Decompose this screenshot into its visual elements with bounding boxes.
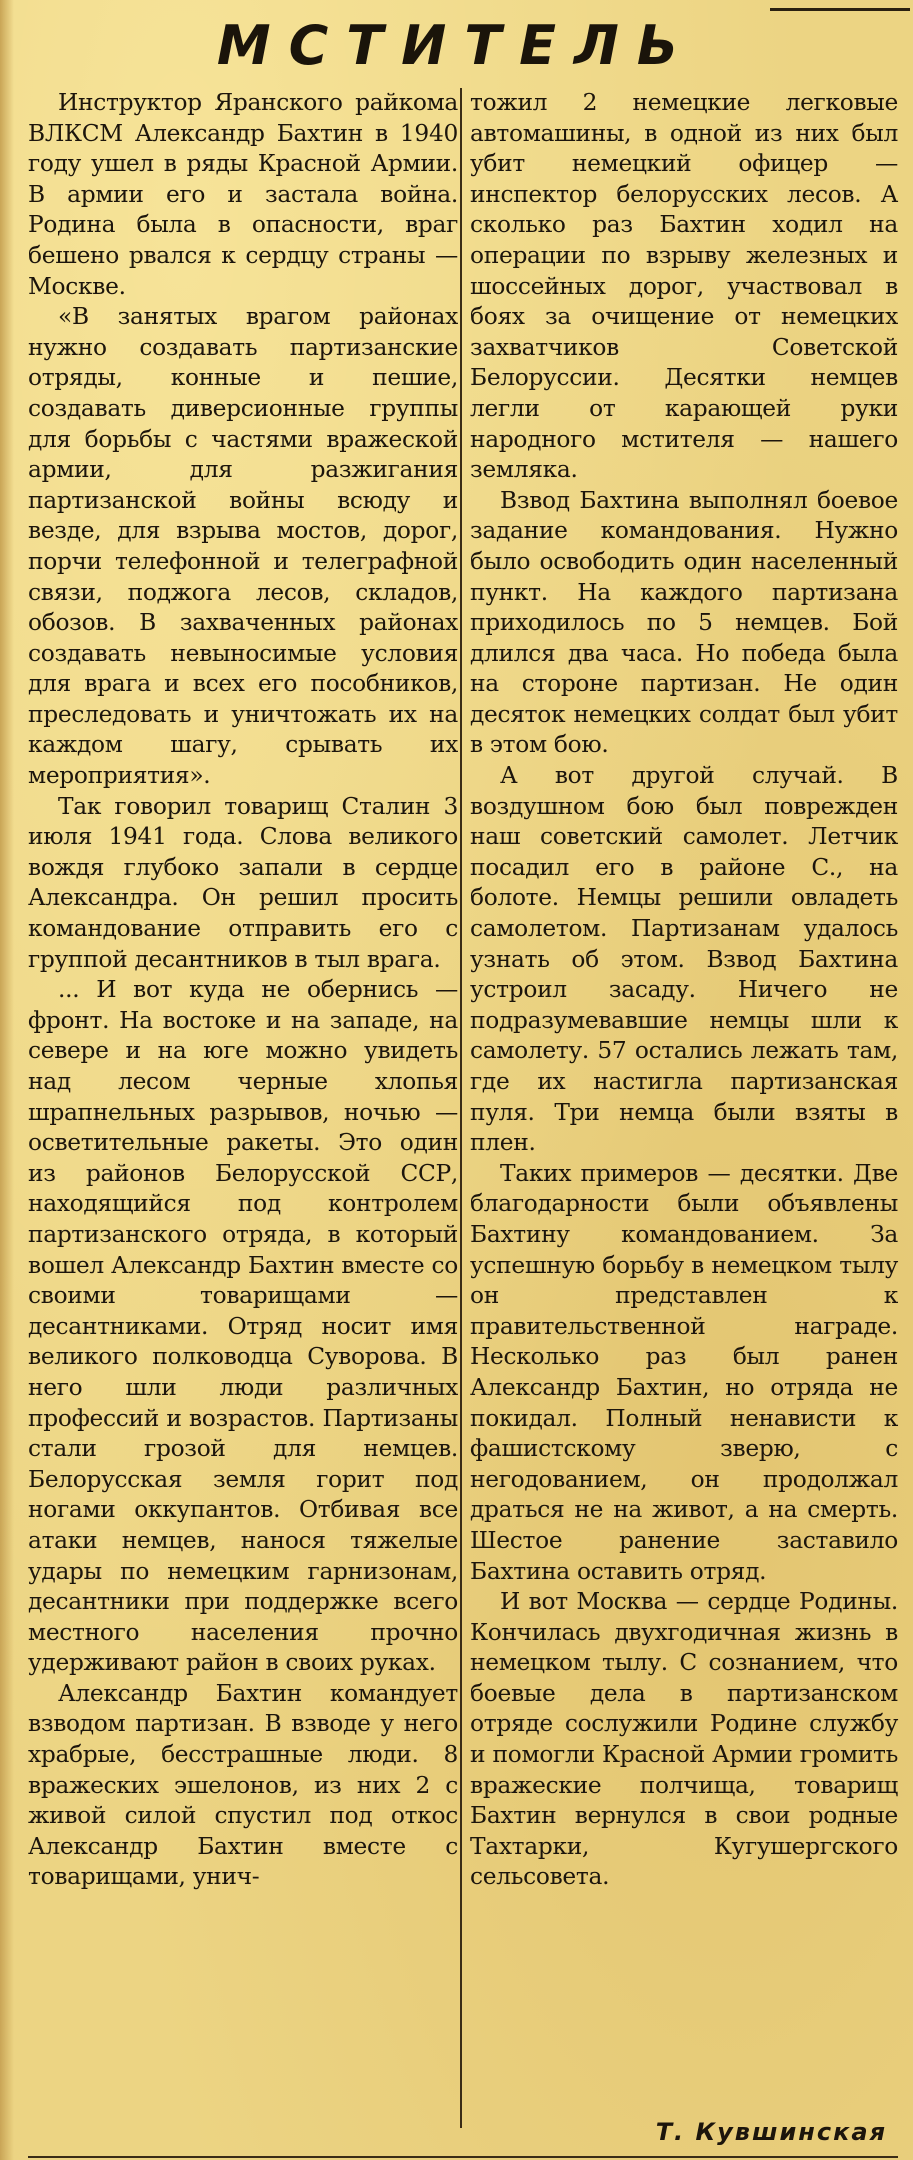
paragraph: А вот другой случай. В воздушном бою был поврежден наш советский самолет. Летчик посадил его в районе С., на болоте. Немцы решили овладеть самолетом. Партизанам удалось узнать об этом. Взвод Бахтина устроил засаду. Ничего не подразумевавшие немцы шли к самолету. 57 остались лежать там, где их настигла партизанская пуля. Три немца были взяты в плен.	[470, 762, 898, 1157]
paragraph: Александр Бахтин командует взводом партизан. В взводе у него храбрые, бесстрашные люди. 8 вражеских эшелонов, из них 2 с живой силой спустил под откос Александр Бахтин вместе с товарищами, унич-	[28, 1679, 458, 1891]
paragraph: «В занятых врагом районах нужно создавать партизанские отряды, конные и пешие, создавать диверсионные группы для борьбы с частями вражеской армии, для разжигания партизанской войны всюду и везде, для взрыва мостов, дорог, порчи телефонной и телеграфной связи, поджога лесов, складов, обозов. В захваченных районах создавать невыносимые условия для врага и всех его пособников, преследовать и уничтожать их на каждом шагу, срывать их мероприятия».	[28, 303, 458, 790]
bottom-rule	[28, 2156, 898, 2158]
paragraph: Взвод Бахтина выполнял боевое задание командования. Нужно было освободить один населенный пункт. На каждого партизана приходилось по 5 немцев. Бой длился два часа. Но победа была на стороне партизан. Не один десяток немецких солдат был убит в этом бою.	[470, 486, 898, 759]
paragraph: Инструктор Яранского райкома ВЛКСМ Александр Бахтин в 1940 году ушел в ряды Красной Армии. В армии его и застала война. Родина была в опасности, враг бешено рвался к сердцу страны — Москве.	[28, 89, 458, 300]
author-signature: Т. Кувшинская	[655, 2118, 887, 2146]
left-column	[28, 88, 458, 1893]
paragraph: Так говорил товарищ Сталин 3 июля 1941 года. Слова великого вождя глубоко запали в сердце Александра. Он решил просить командование отправить его с группой десантников в тыл врага.	[28, 792, 458, 973]
column-divider	[460, 88, 462, 2128]
paragraph: ... И вот куда не обернись — фронт. На востоке и на западе, на севере и на юге можно увидеть над лесом черные хлопья шрапнельных разрывов, ночью — осветительные ракеты. Это один из районов Белорусской ССР, находящийся под контролем партизанского отряда, в который вошел Александр Бахтин вместе со своими товарищами — десантниками. Отряд носит имя великого полководца Суворова. В него шли люди различных профессий и возрастов. Партизаны стали грозой для немцев. Белорусская земля горит под ногами оккупантов. Отбивая все атаки немцев, нанося тяжелые удары по немецким гарнизонам, десантники при поддержке всего местного населения прочно удерживают район в своих руках.	[28, 976, 458, 1677]
paragraph: Таких примеров — десятки. Две благодарности были объявлены Бахтину командованием. За успешную борьбу в немецком тылу он представлен к правительственной награде. Несколько раз был ранен Александр Бахтин, но отряда не покидал. Полный ненависти к фашистскому зверю, с негодованием, он продолжал драться не на живот, а на смерть. Шестое ранение заставило Бахтина оставить отряд.	[470, 1159, 898, 1585]
article-title: МСТИТЕЛЬ	[216, 14, 697, 77]
paragraph: И вот Москва — сердце Родины. Кончилась двухгодичная жизнь в немецком тылу. С сознанием, что боевые дела в партизанском отряде сослужили Родине службу и помогли Красной Армии громить вражеские полчища, товарищ Бахтин вернулся в свои родные Тахтарки, Кугушергского сельсовета.	[470, 1588, 898, 1891]
paragraph: тожил 2 немецкие легковые автомашины, в одной из них был убит немецкий офицер — инспектор белорусских лесов. А сколько раз Бахтин ходил на операции по взрыву железных и шоссейных дорог, участвовал в боях за очищение от немецких захватчиков Советской Белоруссии. Десятки немцев легли от карающей руки народного мстителя — нашего земляка.	[470, 89, 898, 484]
right-column	[470, 88, 898, 1893]
paper-edge	[0, 0, 14, 2160]
